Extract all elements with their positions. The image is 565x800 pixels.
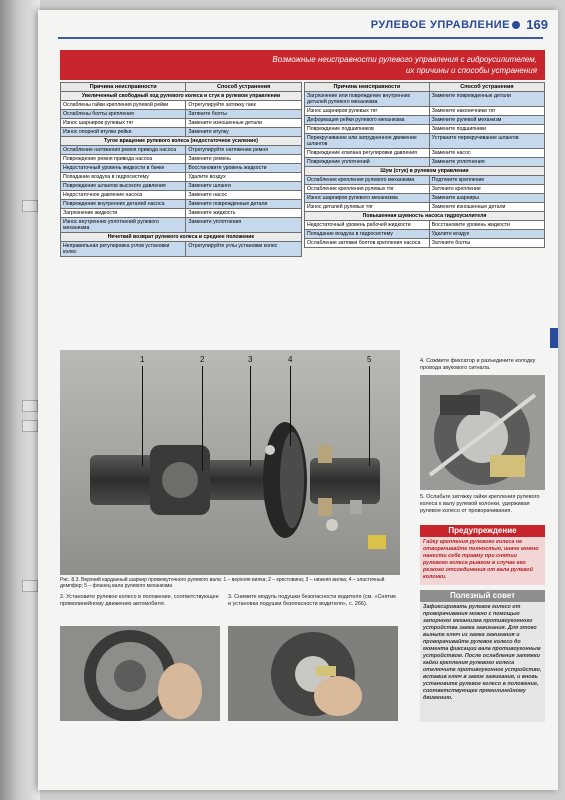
- table-row: [305, 149, 545, 158]
- column-header-cause: Причина неисправности: [61, 83, 186, 92]
- warning-text: Гайку крепления рулевого колеса не отворачивайте полностью, иначе можно нанести себе травму при снятии рулевого колеса рывком в случае его резкого отсоединения от вала рулевой колонки.: [420, 537, 545, 585]
- cause-cell: Недостаточный уровень жидкости в бачке: [61, 164, 186, 173]
- table-row: [61, 155, 302, 164]
- cause-cell: Ослабление крепления рулевого механизма: [305, 176, 430, 185]
- table-title-line: их причины и способы устранения: [405, 66, 537, 75]
- cause-cell: Ослаблены болты крепления: [61, 110, 186, 119]
- leader-line: [202, 366, 203, 471]
- table-row: [305, 116, 545, 125]
- table-row: [305, 185, 545, 194]
- table-row: [61, 164, 302, 173]
- table-row: [61, 209, 302, 218]
- page-header: [38, 10, 558, 38]
- horn-connector-illustration: [420, 375, 545, 490]
- table-row: [305, 221, 545, 230]
- fix-cell: Удалите воздух: [186, 173, 302, 182]
- fix-cell: Замените изношенные детали: [186, 119, 302, 128]
- fix-cell: Отрегулируйте углы установки колес: [186, 242, 302, 257]
- fix-cell: Отрегулируйте натяжение ремня: [186, 146, 302, 155]
- column-header-cause: Причина неисправности: [305, 83, 430, 92]
- steering-wheel-illustration: [60, 626, 220, 721]
- airbag-removal-photo: [228, 626, 398, 721]
- table-title-line: Возможные неисправности рулевого управления с гидроусилителем,: [272, 55, 537, 64]
- cause-cell: Недостаточный уровень рабочей жидкости: [305, 221, 430, 230]
- fix-cell: Замените рулевой механизм: [429, 116, 544, 125]
- table-row: [305, 176, 545, 185]
- cause-cell: Износ шарниров рулевых тяг: [305, 107, 430, 116]
- table-row: [61, 200, 302, 209]
- cause-cell: Повреждение подшипников: [305, 125, 430, 134]
- page-bottom-margin: [38, 740, 558, 790]
- header-bullet-icon: [512, 21, 520, 29]
- fix-cell: Замените втулку: [186, 128, 302, 137]
- leader-line: [369, 366, 370, 466]
- table-section-row: [61, 137, 302, 146]
- part-number-label: 3: [248, 355, 253, 364]
- cause-cell: Повреждение ремня привода насоса: [61, 155, 186, 164]
- table-row: [61, 119, 302, 128]
- table-section-heading: Увеличенный свободный ход рулевого колеса и стук в рулевом управлении: [61, 92, 302, 101]
- part-number-label: 2: [200, 355, 205, 364]
- book-page: [38, 10, 558, 790]
- page-edge-scrap: [22, 200, 38, 212]
- fix-cell: Восстановите уровень жидкости: [186, 164, 302, 173]
- cause-cell: Ослаблены гайки крепления рулевой рейки: [61, 101, 186, 110]
- part-number-label: 4: [288, 355, 293, 364]
- fix-cell: Замените подшипники: [429, 125, 544, 134]
- table-section-row: [305, 212, 545, 221]
- leader-line: [290, 366, 291, 446]
- table-row: [61, 128, 302, 137]
- fix-cell: Восстановите уровень жидкости: [429, 221, 544, 230]
- cause-cell: Повреждение клапана регулировки давления: [305, 149, 430, 158]
- cause-cell: Повреждение уплотнений: [305, 158, 430, 167]
- table-row: [61, 182, 302, 191]
- cause-cell: Загрязнение или повреждение внутренних деталей рулевого механизма: [305, 92, 430, 107]
- faults-table-right: [304, 82, 545, 248]
- step-2-text: 2. Установите рулевое колесо в положение, соответствующее прямолинейному движению автомобиля.: [60, 594, 219, 607]
- cause-cell: Износ внутренних уплотнений рулевого механизма: [61, 218, 186, 233]
- leader-line: [142, 366, 143, 466]
- table-row: [61, 146, 302, 155]
- previous-page-edge: [0, 160, 30, 640]
- table-row: [305, 194, 545, 203]
- cause-cell: Износ шарниров рулевых тяг: [61, 119, 186, 128]
- cause-cell: Загрязнение жидкости: [61, 209, 186, 218]
- table-row: [305, 134, 545, 149]
- cause-cell: Повреждение внутренних деталей насоса: [61, 200, 186, 209]
- fix-cell: Замените насос: [186, 191, 302, 200]
- table-row: [305, 203, 545, 212]
- fix-cell: Замените поврежденные детали: [186, 200, 302, 209]
- table-title: [60, 50, 545, 80]
- fix-cell: Замените насос: [429, 149, 544, 158]
- tip-text: Зафиксировать рулевое колесо от проворачивания можно с помощью запорного механизма противоугонного устройства замка зажигания. Для этого выньте ключ из замка зажигания и проворачивайте рулевое колесо до момента фиксации вала противоугонным устройством. После ослабления затяжки гайки крепления рулевого колеса отключите противоугонное устройство, вставив ключ в замок зажигания, и вновь установите рулевое колесо в положение, соответствующее прямолинейному движению.: [420, 602, 545, 722]
- universal-joint-illustration: [60, 350, 400, 575]
- steering-wheel-photo-left: [60, 626, 220, 721]
- cause-cell: Ослабление натяжения ремня привода насоса: [61, 146, 186, 155]
- cause-cell: Повреждение шлангов высокого давления: [61, 182, 186, 191]
- table-section-row: [61, 233, 302, 242]
- step-3-text: 3. Снимите модуль подушки безопасности водителя (см. «Снятие и установка подушки безопасности водителя», с. 266).: [228, 594, 397, 607]
- cause-cell: Износ опорной втулки рейки: [61, 128, 186, 137]
- table-row: [61, 242, 302, 257]
- fix-cell: Отрегулируйте затяжку гаек: [186, 101, 302, 110]
- table-section-heading: Нечеткий возврат рулевого колеса в среднее положение: [61, 233, 302, 242]
- fix-cell: Замените ремень: [186, 155, 302, 164]
- cause-cell: Ослабление затяжки болтов крепления насоса: [305, 239, 430, 248]
- table-row: [61, 191, 302, 200]
- column-header-fix: Способ устранения: [429, 83, 544, 92]
- step-5-text: 5. Ослабьте затяжку гайки крепления рулевого колеса к валу рулевой колонки, удерживая рулевое колесо от проворачивания.: [420, 494, 540, 514]
- fix-cell: Замените шарниры: [429, 194, 544, 203]
- cause-cell: Попадание воздуха в гидросистему: [305, 230, 430, 239]
- table-row: [305, 230, 545, 239]
- table-row: [61, 110, 302, 119]
- table-section-row: [61, 92, 302, 101]
- fix-cell: Затяните болты: [186, 110, 302, 119]
- fix-cell: Замените уплотнения: [186, 218, 302, 233]
- chapter-tab: [550, 328, 558, 348]
- table-row: [305, 107, 545, 116]
- fix-cell: Замените шланги: [186, 182, 302, 191]
- page-edge-scrap: [22, 580, 38, 592]
- fix-cell: Подтяните крепление: [429, 176, 544, 185]
- table-row: [305, 239, 545, 248]
- fix-cell: Затяните болты: [429, 239, 544, 248]
- warning-title: Предупреждение: [420, 525, 545, 537]
- page-edge-scrap: [22, 400, 38, 412]
- table-row: [305, 125, 545, 134]
- fix-cell: Замените наконечники тяг: [429, 107, 544, 116]
- cause-cell: Износ деталей рулевых тяг: [305, 203, 430, 212]
- table-section-heading: Шум (стук) в рулевом управлении: [305, 167, 545, 176]
- table-section-heading: Тугое вращение рулевого колеса (недостаточное усиление): [61, 137, 302, 146]
- part-number-label: 1: [140, 355, 145, 364]
- cause-cell: Износ шарниров рулевого механизма: [305, 194, 430, 203]
- leader-line: [250, 366, 251, 466]
- cause-cell: Деформация рейки рулевого механизма: [305, 116, 430, 125]
- table-section-row: [305, 167, 545, 176]
- table-row: [305, 158, 545, 167]
- fix-cell: Удалите воздух: [429, 230, 544, 239]
- fix-cell: Замените жидкость: [186, 209, 302, 218]
- column-header-fix: Способ устранения: [186, 83, 302, 92]
- page-edge-scrap: [22, 420, 38, 432]
- cause-cell: Неправильная регулировка углов установки колес: [61, 242, 186, 257]
- fix-cell: Устраните перекручивание шлангов: [429, 134, 544, 149]
- header-rule: [58, 37, 543, 39]
- airbag-removal-illustration: [228, 626, 398, 721]
- fix-cell: Затяните крепление: [429, 185, 544, 194]
- faults-table-left: [60, 82, 302, 257]
- fix-cell: Замените уплотнения: [429, 158, 544, 167]
- fix-cell: Замените поврежденные детали: [429, 92, 544, 107]
- part-number-label: 5: [367, 355, 372, 364]
- cause-cell: Недостаточное давление насоса: [61, 191, 186, 200]
- table-section-heading: Повышенная шумность насоса гидроусилителя: [305, 212, 545, 221]
- section-title: РУЛЕВОЕ УПРАВЛЕНИЕ: [370, 19, 510, 31]
- table-row: [61, 218, 302, 233]
- cause-cell: Перекручивание или затрудненное движение шлангов: [305, 134, 430, 149]
- table-row: [61, 101, 302, 110]
- fix-cell: Замените изношенные детали: [429, 203, 544, 212]
- page-number: 169: [526, 17, 548, 32]
- step-4-text: 4. Сожмите фиксатор и разъедините колодку провода звукового сигнала.: [420, 358, 536, 371]
- horn-connector-photo: [420, 375, 545, 490]
- tip-title: Полезный совет: [420, 590, 545, 602]
- cause-cell: Попадание воздуха в гидросистему: [61, 173, 186, 182]
- universal-joint-photo: [60, 350, 400, 575]
- table-row: [61, 173, 302, 182]
- table-row: [305, 92, 545, 107]
- cause-cell: Ослабление крепления рулевых тяг: [305, 185, 430, 194]
- figure-caption: Рис. 8.3. Верхний карданный шарнир промежуточного рулевого вала: 1 – верхняя вилка; 2 – крестовина; 3 – нижняя вилка; 4 – эластичный демпфер; 5 – фланец вала рулевого механизма: [60, 577, 385, 589]
